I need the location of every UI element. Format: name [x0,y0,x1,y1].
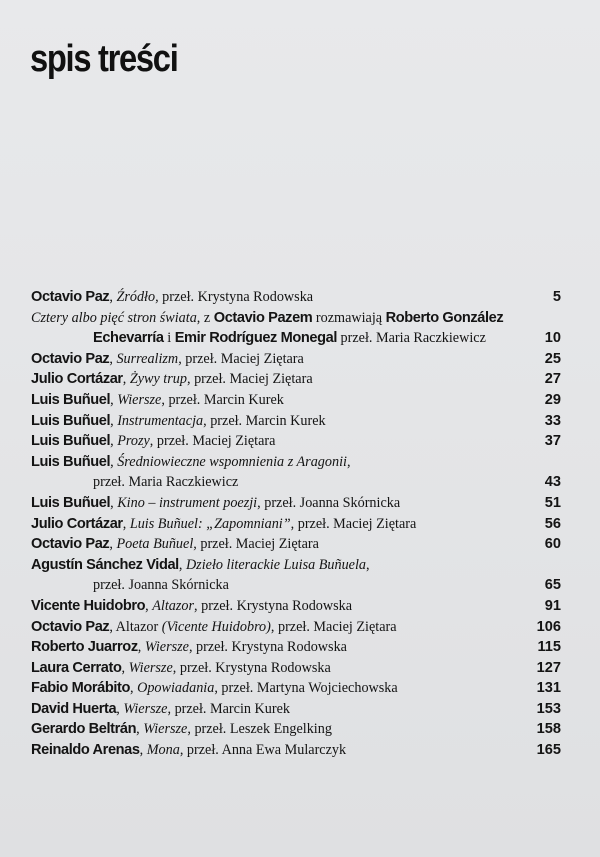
toc-entry [31,308,561,349]
toc-entry-line [31,287,513,308]
work-title: Opowiadania [137,680,215,697]
toc-entry-line [31,617,513,638]
toc-entry [31,514,561,535]
work-title: Luis Buñuel: „Zapomniani” [129,515,291,532]
toc-entry-line [31,431,513,452]
page-number: 60 [544,536,561,553]
page-number: 25 [544,350,561,367]
toc-entry-line [31,328,513,349]
work-title: Surrealizm [116,350,179,367]
entry-text: , przeł. Krystyna Rodowska [155,289,314,305]
entry-text: , [122,515,130,532]
entry-text: , przeł. Maciej Ziętara [186,371,313,388]
entry-text: , [110,453,118,470]
toc-entry [31,493,561,514]
entry-text: , Altazor [109,618,162,635]
work-title: Altazor [152,597,195,614]
entry-text: , [122,371,130,388]
entry-text: , [346,453,351,470]
author-name: Reinaldo Arenas [31,742,140,759]
toc-entry-line [31,596,513,617]
entry-text: , przeł. Krystyna Rodowska [194,597,353,614]
entry-text: , przeł. Maciej Ziętara [149,433,276,450]
entry-text: przeł. Maria Raczkiewicz [337,330,486,347]
entry-text: przeł. Joanna Skórnicka [93,577,229,594]
toc-entry-line [31,699,513,720]
toc-entry [31,658,561,679]
toc-entry-line [31,308,513,329]
work-title: Wiersze [144,639,189,656]
page-number: 115 [537,639,561,656]
author-name: Luis Buñuel [31,412,111,429]
author-name: Echevarría [93,330,164,347]
toc-entry-line [31,514,513,535]
entry-text: , z [196,309,214,326]
entry-text: , [137,639,145,656]
toc-entry-line [31,575,513,596]
entry-text: , [178,556,186,573]
author-name: Luis Buñuel [31,494,111,511]
entry-text: , [129,680,138,697]
entry-text: , przeł. Maciej Ziętara [290,515,417,532]
entry-text: , [136,721,144,738]
work-title: Cztery albo pięć stron świata [31,309,197,326]
page-number: 10 [544,330,561,347]
toc-entry-line [31,534,513,555]
page-number: 43 [544,474,561,491]
entry-text: , przeł. Marcin Kurek [203,412,326,429]
toc-entry-line [31,740,513,761]
toc-entry [31,740,561,761]
toc-entry [31,699,561,720]
toc-entry [31,719,561,740]
work-title: Średniowieczne wspomnienia z Aragonii [117,453,347,470]
entry-text: , [110,494,118,511]
work-title: Wiersze [128,659,173,676]
entry-text: przeł. Maria Raczkiewicz [93,474,239,491]
entry-text: , przeł. Maciej Ziętara [193,536,319,553]
author-name: Luis Buñuel [31,433,111,450]
work-title: Wiersze [143,721,188,738]
page-number: 91 [544,597,561,614]
page-number: 106 [536,618,561,635]
entry-text: , [366,556,370,573]
entry-text: , [109,536,117,553]
work-title: Mona [146,742,180,759]
author-name: Octavio Paz [31,350,110,367]
author-name: Laura Cerrato [31,659,122,676]
page-number: 153 [536,700,561,717]
author-name: Luis Buñuel [31,391,111,408]
page-title: spis treści [30,38,178,80]
toc-entry [31,411,561,432]
author-name: Emir Rodríguez Monegal [174,330,337,347]
entry-text: i [163,330,175,347]
work-title: Żywy trup [129,371,187,388]
page-number: 56 [544,515,561,532]
toc-entry-line [31,369,513,390]
page-number: 165 [536,742,561,759]
entry-text: , przeł. Joanna Skórnicka [257,494,401,511]
work-title: Poeta Buñuel [116,536,194,553]
toc-entry-line [31,411,513,432]
toc-entry [31,534,561,555]
page-number: 65 [544,577,561,594]
table-of-contents [31,287,561,761]
page-number: 33 [544,412,561,429]
work-title: Wiersze [117,391,162,408]
toc-entry-line [31,390,513,411]
entry-text: , przeł. Maciej Ziętara [270,618,397,635]
author-name: Octavio Paz [31,536,110,553]
entry-text: , [110,433,118,450]
author-name: Agustín Sánchez Vidal [31,556,179,573]
page-number: 37 [544,433,561,450]
work-title: Źródło [116,289,156,305]
entry-text: , [109,289,117,305]
page-number: 29 [544,391,561,408]
entry-text: , przeł. Maciej Ziętara [178,350,304,367]
toc-entry-line [31,452,513,473]
toc-entry-line [31,658,513,679]
author-name: Octavio Paz [31,618,110,635]
entry-text: , [116,700,124,717]
entry-text: , [109,350,117,367]
entry-text: , [110,391,118,408]
entry-text: , przeł. Martyna Wojciechowska [214,680,398,697]
work-title: (Vicente Huidobro) [161,618,271,635]
page-number: 27 [544,371,561,388]
toc-entry [31,390,561,411]
author-name: Octavio Paz [31,289,110,305]
author-name: Octavio Pazem [213,309,313,326]
author-name: David Huerta [31,700,117,717]
author-name: Fabio Morábito [31,680,130,697]
toc-entry [31,349,561,370]
author-name: Gerardo Beltrán [31,721,137,738]
work-title: Wiersze [123,700,168,717]
author-name: Roberto Juarroz [31,639,138,656]
author-name: Roberto González [385,309,504,326]
page-number: 5 [552,289,561,305]
toc-entry [31,369,561,390]
toc-entry [31,617,561,638]
toc-entry [31,452,561,493]
page-number: 158 [536,721,561,738]
page-number: 51 [544,494,561,511]
entry-text: , przeł. Leszek Engelking [187,721,332,738]
page-number: 127 [536,659,561,676]
entry-text: rozmawiają [312,309,386,326]
page-number: 131 [536,680,561,697]
toc-entry-line [31,349,513,370]
author-name: Julio Cortázar [31,515,123,532]
entry-text: , [110,412,118,429]
toc-entry [31,678,561,699]
toc-entry-line [31,678,513,699]
toc-entry-line [31,555,513,576]
author-name: Luis Buñuel [31,453,111,470]
toc-entry [31,596,561,617]
entry-text: , przeł. Krystyna Rodowska [188,639,347,656]
toc-entry-line [31,493,513,514]
work-title: Kino – instrument poezji [117,494,258,511]
entry-text: , przeł. Anna Ewa Mularczyk [179,742,347,759]
toc-entry [31,287,561,308]
author-name: Vicente Huidobro [31,597,146,614]
entry-text: , [145,597,153,614]
entry-text: , przeł. Marcin Kurek [167,700,290,717]
author-name: Julio Cortázar [31,371,123,388]
entry-text: , [139,742,147,759]
toc-entry [31,431,561,452]
toc-entry-line [31,472,513,493]
toc-entry [31,637,561,658]
entry-text: , [121,659,129,676]
work-title: Instrumentacja [117,412,204,429]
entry-text: , przeł. Krystyna Rodowska [172,659,331,676]
toc-entry-line [31,719,513,740]
toc-entry [31,555,561,596]
toc-entry-line [31,637,513,658]
work-title: Prozy [117,433,150,450]
entry-text: , przeł. Marcin Kurek [161,391,284,408]
work-title: Dzieło literackie Luisa Buñuela [185,556,367,573]
